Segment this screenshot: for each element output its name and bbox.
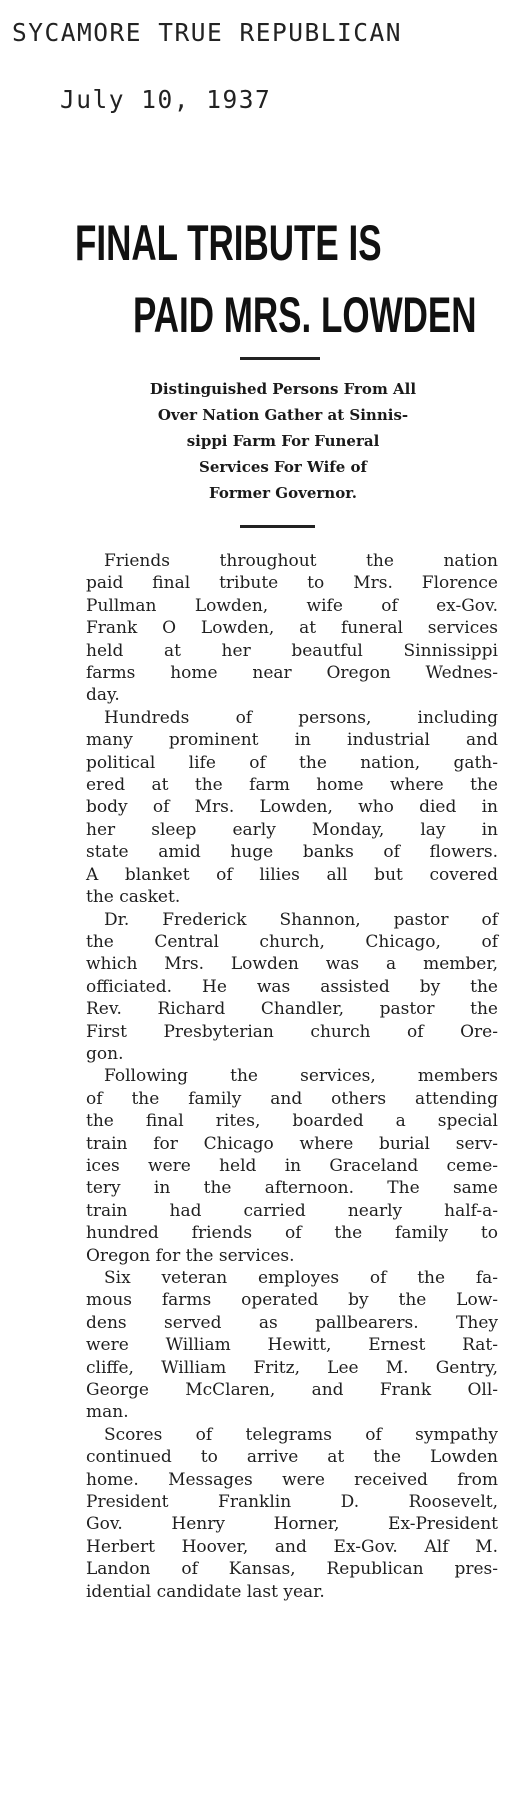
article-line: train had carried nearly half-a- bbox=[86, 1200, 498, 1221]
article-line: officiated. He was assisted by the bbox=[86, 976, 498, 997]
article-line: which Mrs. Lowden was a member, bbox=[86, 954, 498, 975]
article-line: George McClaren, and Frank Oll- bbox=[86, 1380, 498, 1401]
headline-line-1: FINAL TRIBUTE IS bbox=[75, 215, 382, 271]
subheadline bbox=[88, 376, 478, 506]
article-line: hundred friends of the family to bbox=[86, 1223, 498, 1244]
article-line: many prominent in industrial and bbox=[86, 730, 498, 751]
article-line: Pullman Lowden, wife of ex-Gov. bbox=[86, 595, 498, 616]
article-line: ered at the farm home where the bbox=[86, 775, 498, 796]
subheadline-line: Distinguished Persons From All bbox=[149, 380, 417, 398]
subheadline-line: Former Governor. bbox=[209, 484, 357, 502]
article-line: ices were held in Graceland ceme- bbox=[86, 1155, 498, 1176]
article-line: her sleep early Monday, lay in bbox=[86, 819, 498, 840]
article-line: train for Chicago where burial serv- bbox=[86, 1133, 498, 1154]
article-line: Herbert Hoover, and Ex-Gov. Alf M. bbox=[86, 1536, 498, 1557]
article-line: paid final tribute to Mrs. Florence bbox=[86, 573, 498, 594]
divider-rule bbox=[240, 525, 315, 528]
article-line: farms home near Oregon Wednes- bbox=[86, 663, 498, 684]
article-line: day. bbox=[86, 685, 120, 706]
article-line: continued to arrive at the Lowden bbox=[86, 1447, 498, 1468]
article-line: Oregon for the services. bbox=[86, 1245, 295, 1266]
article-line: man. bbox=[86, 1402, 129, 1423]
article-line: Frank O Lowden, at funeral services bbox=[86, 618, 498, 639]
article-line: Six veteran employes of the fa- bbox=[104, 1268, 498, 1288]
divider-rule bbox=[240, 357, 320, 360]
article-line: gon. bbox=[86, 1043, 124, 1064]
article-line: held at her beautful Sinnissippi bbox=[86, 640, 498, 661]
article-line: President Franklin D. Roosevelt, bbox=[86, 1492, 498, 1513]
article-line: mous farms operated by the Low- bbox=[86, 1290, 498, 1311]
article-line: were William Hewitt, Ernest Rat- bbox=[86, 1335, 498, 1356]
article-line: of the family and others attending bbox=[86, 1088, 498, 1109]
headline-line-2: PAID MRS. LOWDEN bbox=[133, 287, 477, 343]
subheadline-line: sippi Farm For Funeral bbox=[186, 432, 380, 450]
article-line: Gov. Henry Horner, Ex-President bbox=[86, 1514, 498, 1535]
article-line: Following the services, members bbox=[104, 1066, 498, 1087]
article-line: Rev. Richard Chandler, pastor the bbox=[86, 999, 498, 1020]
article-line: home. Messages were received from bbox=[86, 1469, 498, 1490]
article-line: dens served as pallbearers. They bbox=[86, 1312, 498, 1333]
article-line: A blanket of lilies all but covered bbox=[86, 864, 498, 885]
article-line: Dr. Frederick Shannon, pastor of bbox=[104, 909, 498, 930]
article-line: the casket. bbox=[86, 887, 181, 908]
article-line: the Central church, Chicago, of bbox=[86, 931, 498, 952]
article-line: the final rites, boarded a special bbox=[86, 1111, 498, 1132]
article-line: Scores of telegrams of sympathy bbox=[104, 1424, 498, 1445]
newspaper-name: SYCAMORE TRUE REPUBLICAN bbox=[12, 18, 403, 47]
article-line: Landon of Kansas, Republican pres- bbox=[86, 1559, 498, 1580]
article-line: political life of the nation, gath- bbox=[86, 752, 498, 773]
article-line: tery in the afternoon. The same bbox=[86, 1178, 498, 1199]
article-line: Friends throughout the nation bbox=[104, 551, 498, 571]
article-line: First Presbyterian church of Ore- bbox=[86, 1021, 498, 1042]
article-line: cliffe, William Fritz, Lee M. Gentry, bbox=[86, 1357, 498, 1378]
subheadline-line: Services For Wife of bbox=[199, 458, 367, 476]
subheadline-line: Over Nation Gather at Sinnis- bbox=[157, 406, 409, 424]
article-body bbox=[86, 550, 498, 1603]
article-line: idential candidate last year. bbox=[86, 1581, 325, 1602]
article-line: Hundreds of persons, including bbox=[104, 707, 498, 728]
publication-date: July 10, 1937 bbox=[60, 85, 272, 114]
article-line: state amid huge banks of flowers. bbox=[86, 842, 498, 863]
article-line: body of Mrs. Lowden, who died in bbox=[86, 797, 498, 818]
